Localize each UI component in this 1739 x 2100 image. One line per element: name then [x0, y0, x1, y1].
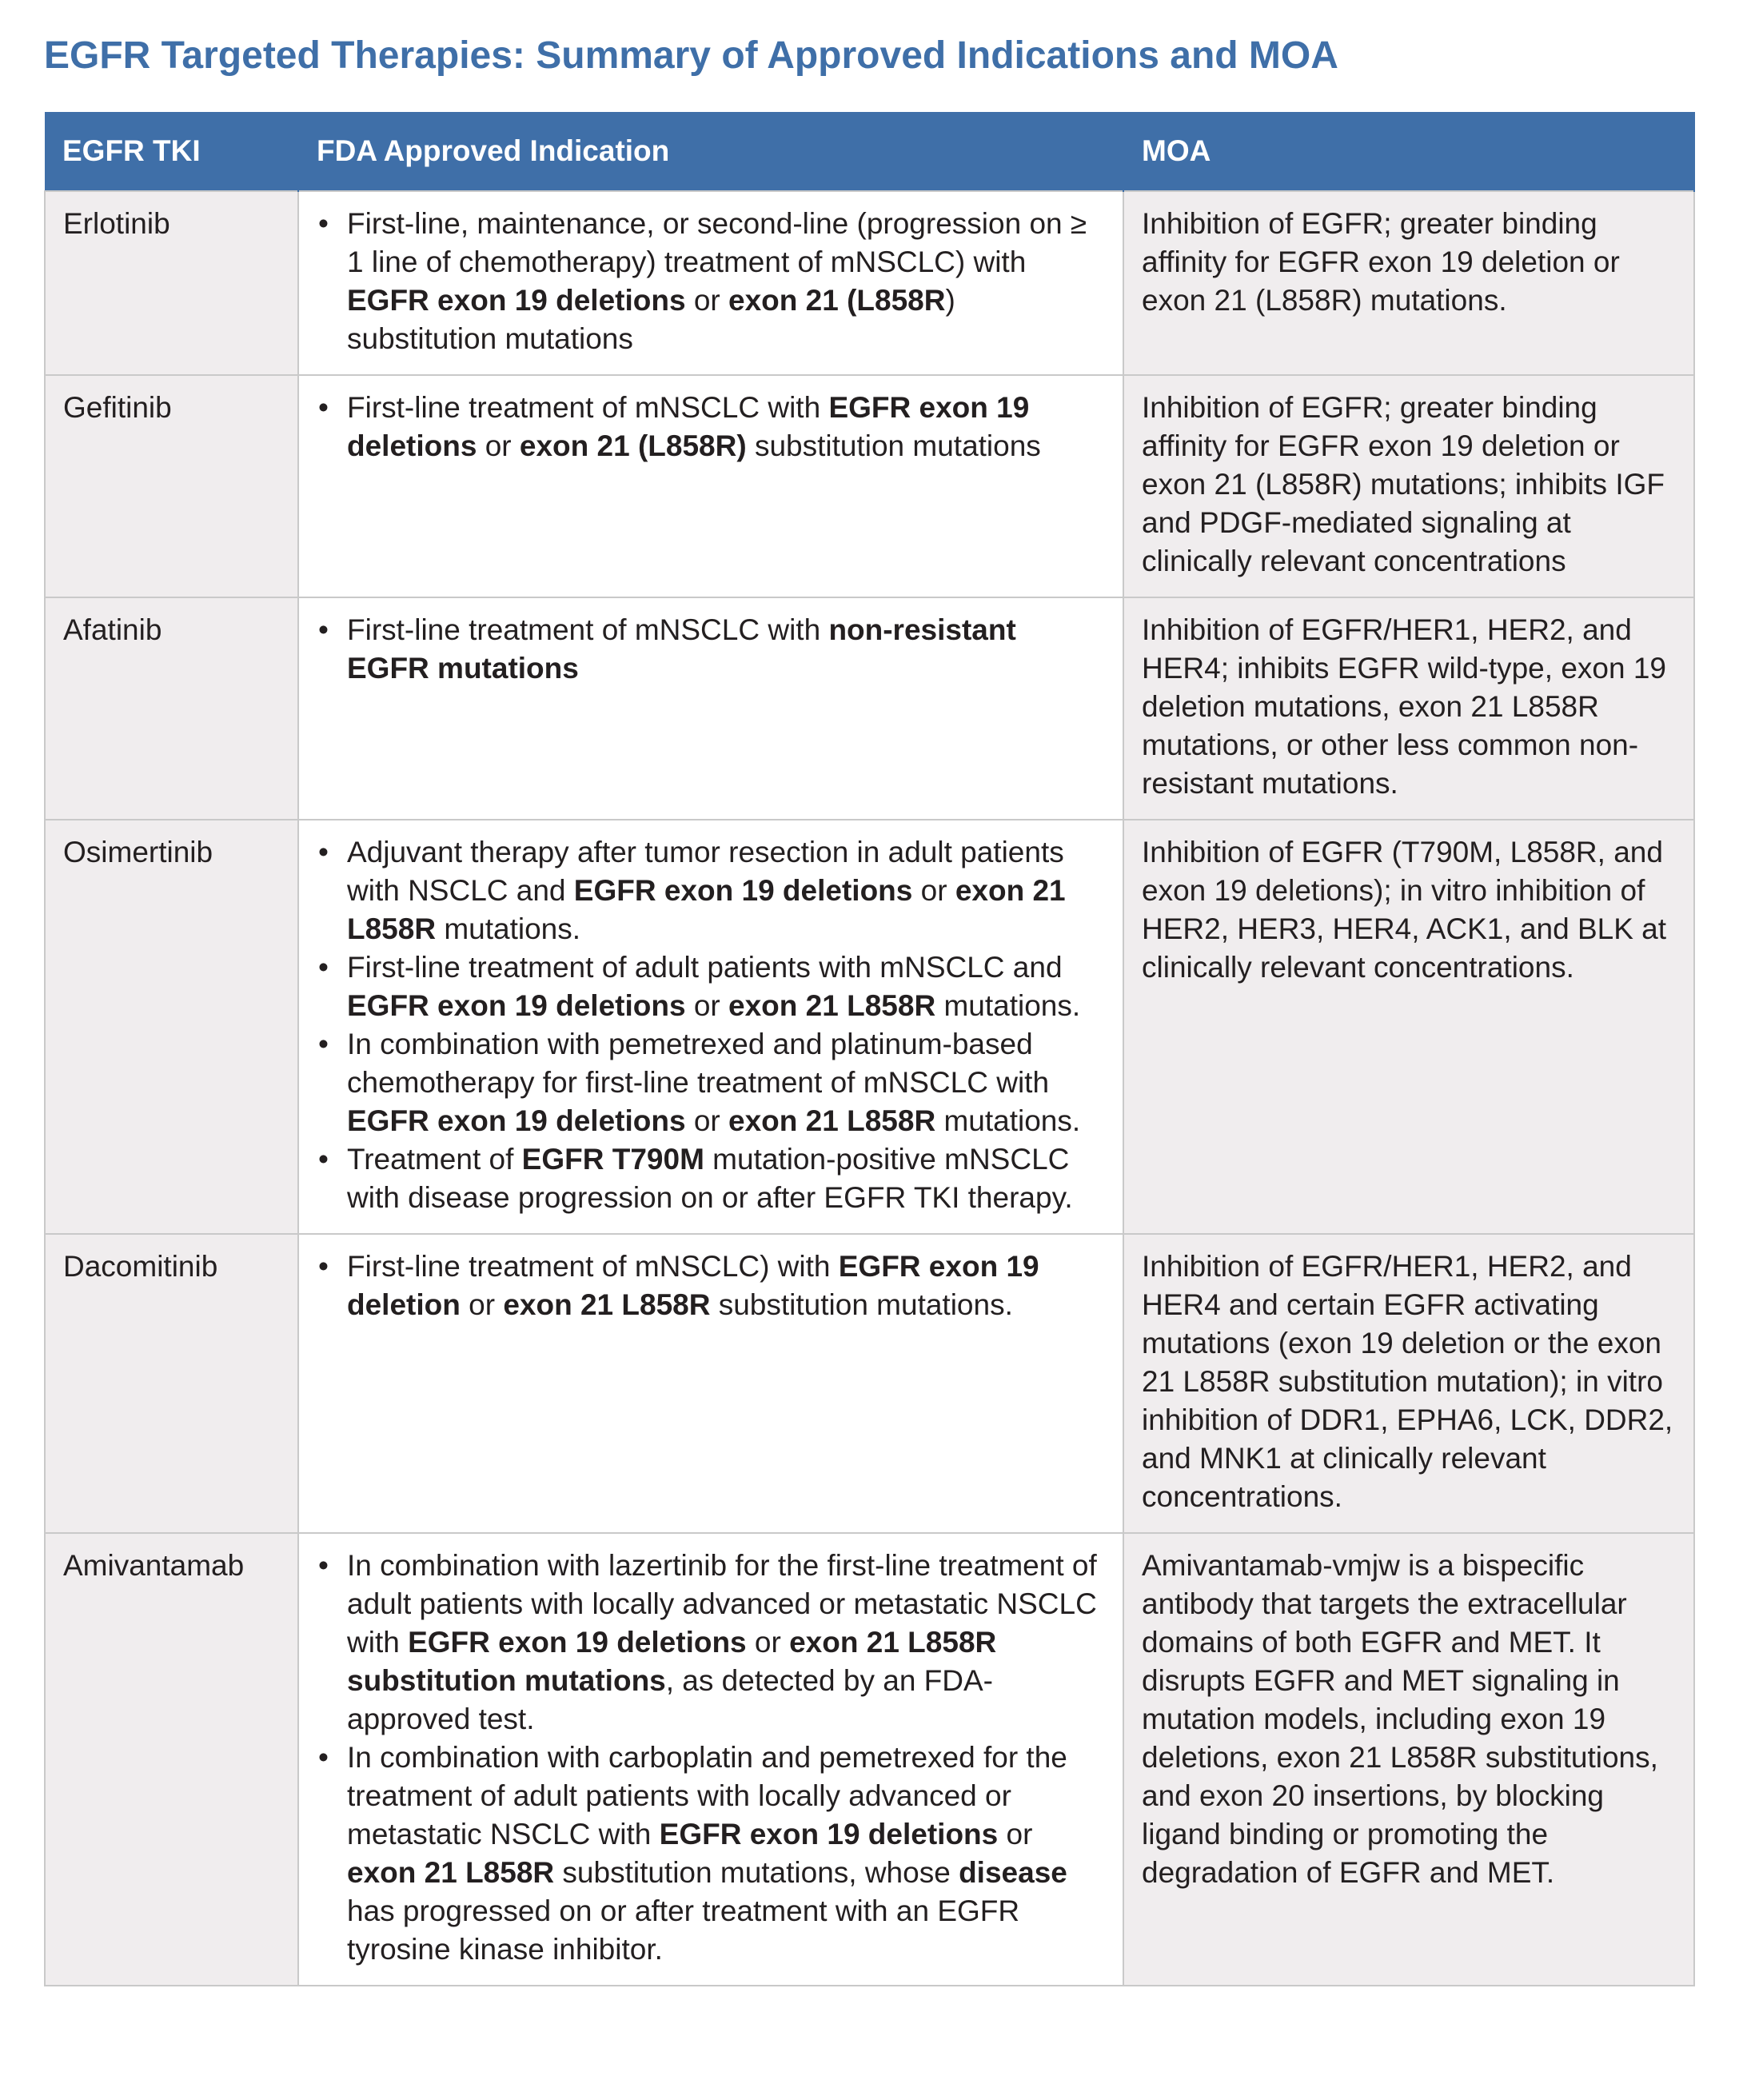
indication-text: mutations.: [935, 989, 1081, 1022]
indication-text: substitution mutations: [746, 429, 1041, 462]
indication-text-bold: EGFR exon 19 deletions: [408, 1626, 747, 1659]
moa-cell: Inhibition of EGFR; greater binding affinity for EGFR exon 19 deletion or exon 21 (L858R) mutations; inhibits IGF and PDGF-mediated signaling at clinically relevant concentrations: [1123, 375, 1694, 597]
indication-text: or: [685, 1104, 729, 1137]
indication-text-bold: exon 21 L858R: [347, 874, 1066, 945]
indication-cell: [298, 597, 1123, 820]
indication-cell: [298, 820, 1123, 1234]
indication-text: First-line treatment of adult patients with mNSCLC and: [347, 951, 1063, 984]
moa-cell: Inhibition of EGFR/HER1, HER2, and HER4 and certain EGFR activating mutations (exon 19 deletion or the exon 21 L858R substitution mutation); in vitro inhibition of DDR1, EPHA6, LCK, DDR2, and MNK1 at clinically relevant concentrations.: [1123, 1234, 1694, 1533]
indication-item: [347, 205, 1105, 358]
indication-list: [317, 1248, 1105, 1324]
moa-cell: Inhibition of EGFR; greater binding affinity for EGFR exon 19 deletion or exon 21 (L858R) mutations.: [1123, 191, 1694, 375]
indication-text: or: [477, 429, 520, 462]
indication-text-bold: EGFR exon 19 deletions: [347, 1104, 686, 1137]
indication-list: [317, 389, 1105, 465]
indication-cell: [298, 375, 1123, 597]
indication-text: First-line treatment of mNSCLC) with: [347, 1250, 839, 1283]
indication-text-bold: EGFR exon 19 deletion: [347, 1250, 1039, 1321]
indication-text: Treatment of: [347, 1143, 522, 1176]
indication-text: First-line treatment of mNSCLC with: [347, 391, 829, 424]
indication-text: or: [746, 1626, 790, 1659]
header-fda-indication: FDA Approved Indication: [298, 112, 1123, 191]
indication-item: [347, 833, 1105, 948]
drug-name-cell: Dacomitinib: [45, 1234, 298, 1533]
indication-cell: [298, 191, 1123, 375]
drug-name-cell: Osimertinib: [45, 820, 298, 1234]
table-row: [45, 820, 1694, 1234]
indication-text-bold: exon 21 L858R substitution mutations: [347, 1626, 997, 1697]
table-row: [45, 1533, 1694, 1986]
indication-text: In combination with lazertinib for the first-line treatment of adult patients with locally advanced or metastatic NSCLC with: [347, 1549, 1097, 1659]
moa-cell: Inhibition of EGFR (T790M, L858R, and exon 19 deletions); in vitro inhibition of HER2, HER3, HER4, ACK1, and BLK at clinically relevant concentrations.: [1123, 820, 1694, 1234]
drug-name-cell: Erlotinib: [45, 191, 298, 375]
drug-name-cell: Afatinib: [45, 597, 298, 820]
indication-cell: [298, 1234, 1123, 1533]
indication-text-bold: EGFR exon 19 deletions: [347, 989, 686, 1022]
indication-text-bold: EGFR exon 19 deletions: [573, 874, 913, 907]
indication-text: First-line treatment of mNSCLC with: [347, 613, 829, 646]
indication-text: or: [685, 989, 729, 1022]
indication-text: or: [912, 874, 955, 907]
indication-text: or: [685, 284, 729, 317]
indication-text-bold: EGFR T790M: [521, 1143, 704, 1176]
indication-item: [347, 1547, 1105, 1739]
indication-text: substitution mutations.: [710, 1288, 1013, 1321]
indication-list: [317, 1547, 1105, 1969]
page-title: EGFR Targeted Therapies: Summary of Approved Indications and MOA: [44, 34, 1338, 77]
indication-text: or: [460, 1288, 504, 1321]
table-row: [45, 191, 1694, 375]
indication-text: mutations.: [935, 1104, 1081, 1137]
indication-text-bold: exon 21 L858R: [728, 989, 936, 1022]
indication-text-bold: exon 21 (L858R): [519, 429, 747, 462]
indication-text-bold: exon 21 L858R: [347, 1856, 555, 1889]
indication-item: [347, 1025, 1105, 1140]
indication-list: [317, 833, 1105, 1217]
indication-item: [347, 1248, 1105, 1324]
indication-text-bold: EGFR exon 19 deletions: [347, 391, 1030, 462]
indication-text-bold: exon 21 (L858R: [728, 284, 946, 317]
table-header-row: [45, 112, 1694, 191]
indication-text: Adjuvant therapy after tumor resection in adult patients with NSCLC and: [347, 836, 1064, 907]
indication-item: [347, 1739, 1105, 1969]
indication-item: [347, 611, 1105, 688]
indication-text-bold: exon 21 L858R: [503, 1288, 711, 1321]
drug-name-cell: Gefitinib: [45, 375, 298, 597]
indication-item: [347, 1140, 1105, 1217]
indication-text: has progressed on or after treatment with an EGFR tyrosine kinase inhibitor.: [347, 1894, 1020, 1966]
indication-text: , as detected by an FDA-approved test.: [347, 1664, 994, 1735]
header-moa: MOA: [1123, 112, 1694, 191]
indication-text: In combination with pemetrexed and platinum-based chemotherapy for first-line treatment of mNSCLC with: [347, 1028, 1050, 1099]
indication-text: ) substitution mutations: [347, 284, 955, 355]
indication-list: [317, 205, 1105, 358]
indication-text-bold: EGFR exon 19 deletions: [659, 1818, 999, 1850]
indication-text: First-line, maintenance, or second-line (progression on ≥ 1 line of chemotherapy) treatment of mNSCLC) with: [347, 207, 1087, 278]
indication-text: or: [998, 1818, 1033, 1850]
header-egfr-tki: EGFR TKI: [45, 112, 298, 191]
indication-text: mutation-positive mNSCLC with disease progression on or after EGFR TKI therapy.: [347, 1143, 1073, 1214]
table-row: [45, 1234, 1694, 1533]
moa-cell: Inhibition of EGFR/HER1, HER2, and HER4; inhibits EGFR wild-type, exon 19 deletion mutations, exon 21 L858R mutations, or other less common non-resistant mutations.: [1123, 597, 1694, 820]
table-row: [45, 375, 1694, 597]
indication-item: [347, 948, 1105, 1025]
indication-text-bold: non-resistant EGFR mutations: [347, 613, 1016, 685]
indication-text-bold: disease: [959, 1856, 1067, 1889]
indication-text-bold: exon 21 L858R: [728, 1104, 936, 1137]
indication-list: [317, 611, 1105, 688]
indication-text: substitution mutations, whose: [554, 1856, 959, 1889]
indication-cell: [298, 1533, 1123, 1986]
table-row: [45, 597, 1694, 820]
indication-text: In combination with carboplatin and pemetrexed for the treatment of adult patients with locally advanced or metastatic NSCLC with: [347, 1741, 1067, 1850]
therapies-table: [44, 112, 1695, 1986]
indication-text-bold: EGFR exon 19 deletions: [347, 284, 686, 317]
drug-name-cell: Amivantamab: [45, 1533, 298, 1986]
indication-text: mutations.: [436, 912, 581, 945]
indication-item: [347, 389, 1105, 465]
moa-cell: Amivantamab-vmjw is a bispecific antibody that targets the extracellular domains of both EGFR and MET. It disrupts EGFR and MET signaling in mutation models, including exon 19 deletions, exon 21 L858R substitutions, and exon 20 insertions, by blocking ligand binding or promoting the degradation of EGFR and MET.: [1123, 1533, 1694, 1986]
table-body: [45, 191, 1694, 1986]
